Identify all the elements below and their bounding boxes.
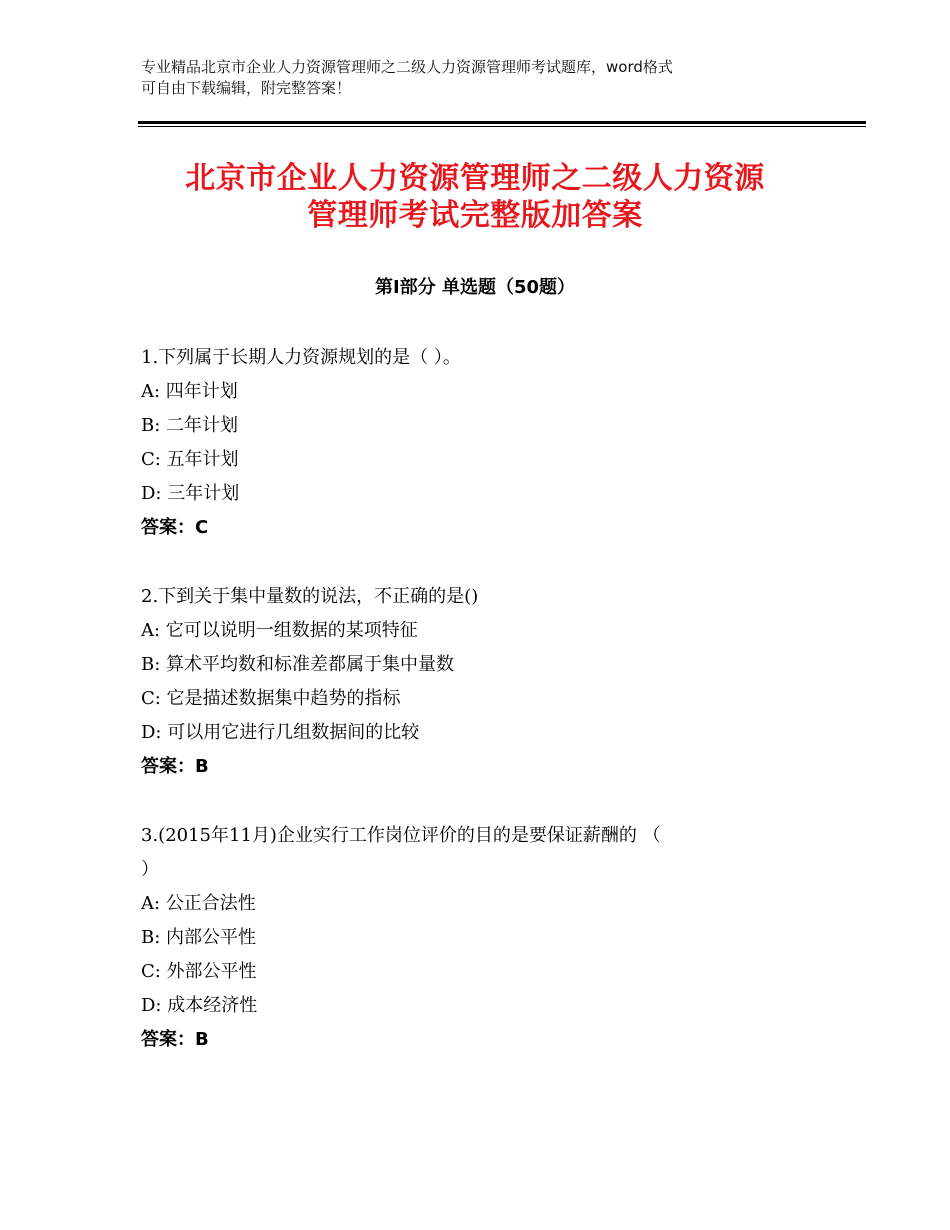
option-a: A: 它可以说明一组数据的某项特征: [141, 620, 418, 641]
question-2: [141, 580, 821, 784]
option-a: A: 公正合法性: [141, 893, 256, 914]
option-d: D: 成本经济性: [141, 995, 258, 1016]
question-1: [141, 341, 821, 545]
option-b: B: 内部公平性: [141, 927, 257, 948]
question-3: [141, 819, 821, 1057]
question-stem-line-1: 3.(2015年11月)企业实行工作岗位评价的目的是要保证薪酬的 （: [141, 825, 661, 846]
document-title: [100, 160, 850, 234]
header-note-line-1: 专业精品北京市企业人力资源管理师之二级人力资源管理师考试题库，word格式: [141, 58, 673, 76]
header-divider-thin: [138, 126, 866, 127]
answer-key: 答案：B: [141, 756, 209, 777]
option-c: C: 五年计划: [141, 449, 239, 470]
option-d: D: 可以用它进行几组数据间的比较: [141, 722, 420, 743]
question-stem: 1.下列属于长期人力资源规划的是（ ）。: [141, 347, 461, 368]
option-b: B: 二年计划: [141, 415, 239, 436]
option-c: C: 外部公平性: [141, 961, 257, 982]
section-heading: 第Ⅰ部分 单选题（50题）: [374, 277, 575, 298]
option-b: B: 算术平均数和标准差都属于集中量数: [141, 654, 455, 675]
question-stem: [141, 819, 821, 887]
question-stem-line-2: ）: [141, 859, 159, 880]
answer-key: 答案：C: [141, 517, 209, 538]
question-stem: 2.下到关于集中量数的说法，不正确的是(): [141, 586, 479, 607]
option-c: C: 它是描述数据集中趋势的指标: [141, 688, 401, 709]
document-title-line-2: 管理师考试完整版加答案: [307, 198, 643, 233]
document-title-line-1: 北京市企业人力资源管理师之二级人力资源: [185, 161, 765, 196]
header-note-line-2: 可自由下载编辑，附完整答案！: [141, 79, 352, 97]
header-note: [141, 57, 821, 99]
header-divider-thick: [138, 121, 866, 124]
option-a: A: 四年计划: [141, 381, 238, 402]
option-d: D: 三年计划: [141, 483, 240, 504]
answer-key: 答案：B: [141, 1029, 209, 1050]
